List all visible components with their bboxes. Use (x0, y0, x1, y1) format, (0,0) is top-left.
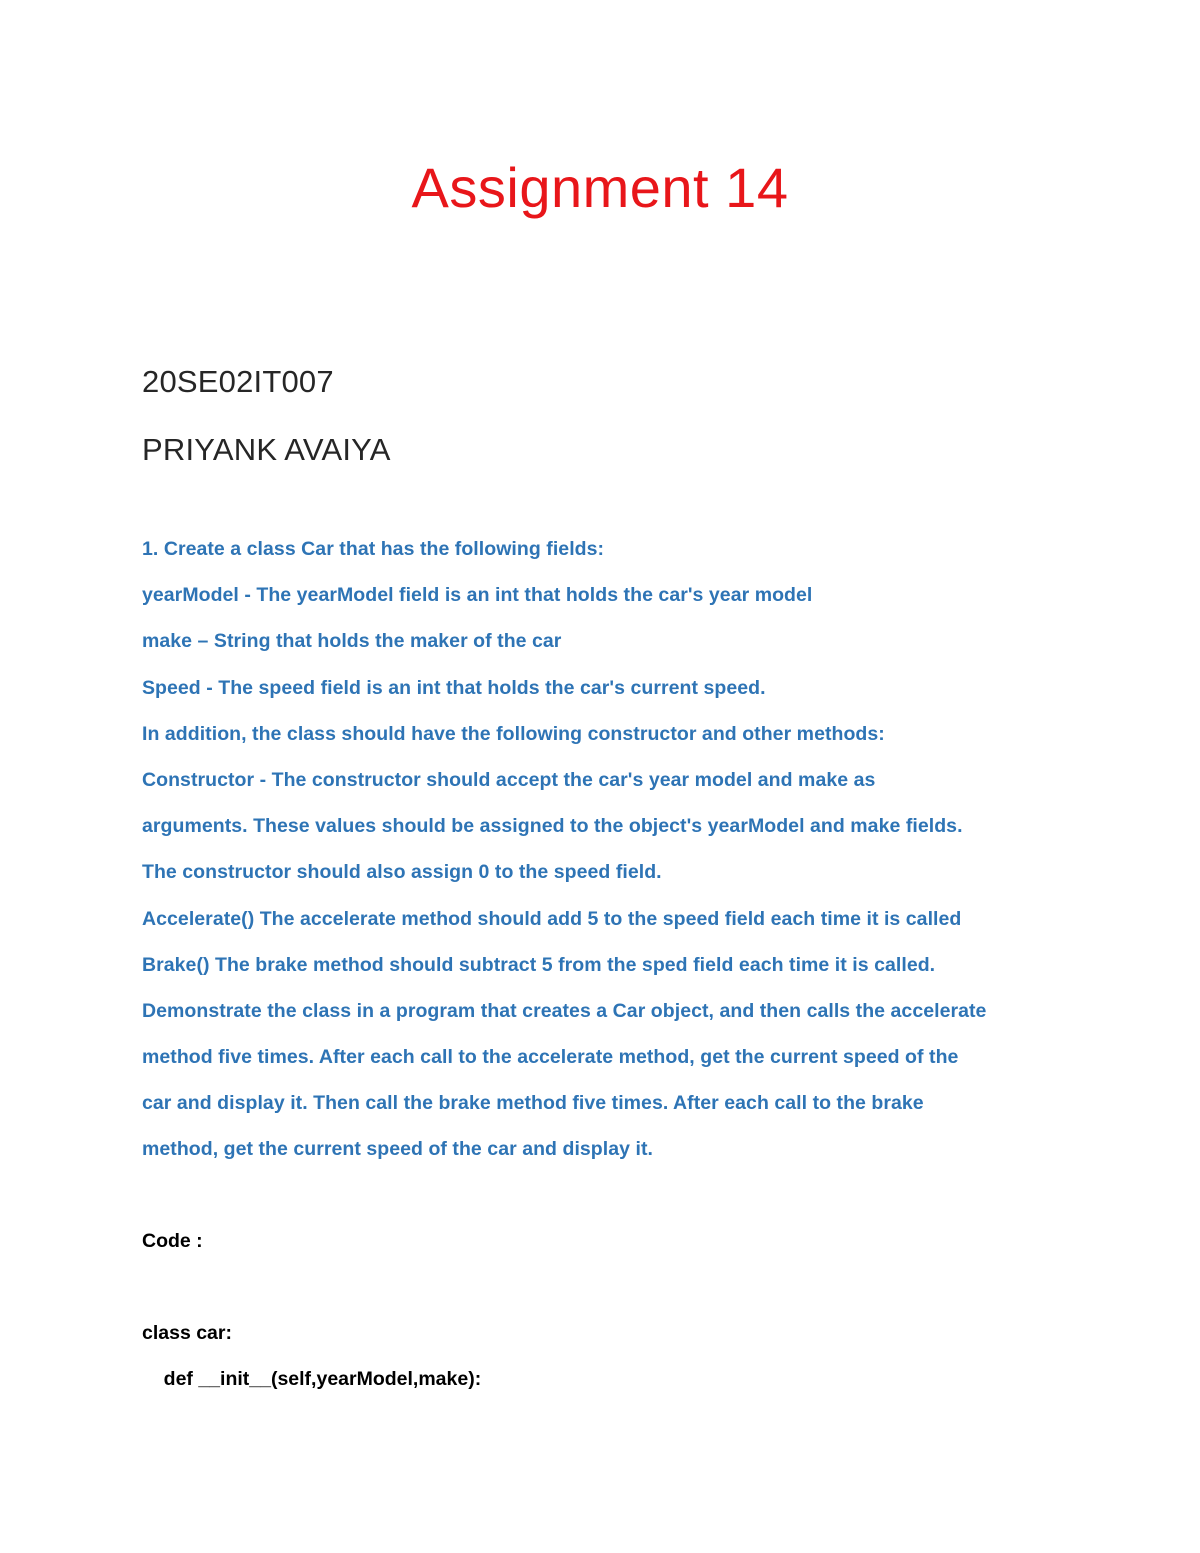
question-line: 1. Create a class Car that has the following fields: (142, 538, 605, 560)
code-block (142, 1317, 481, 1409)
code-label: Code : (142, 1230, 203, 1252)
question-line: Brake() The brake method should subtract 5 from the sped field each time it is called. (142, 953, 936, 976)
question-line: Demonstrate the class in a program that creates a Car object, and then calls the accelerate (142, 999, 987, 1022)
question-line: make – String that holds the maker of the car (142, 630, 562, 653)
student-id: 20SE02IT007 (142, 364, 334, 399)
question-line: method, get the current speed of the car and display it. (142, 1138, 653, 1161)
question-line: The constructor should also assign 0 to the speed field. (142, 861, 662, 884)
code-line: class car: (142, 1322, 232, 1344)
question-line: car and display it. Then call the brake method five times. After each call to the brake (142, 1092, 924, 1115)
question-line: Constructor - The constructor should accept the car's year model and make as (142, 768, 876, 791)
document-title: Assignment 14 (411, 156, 789, 219)
question-line: Speed - The speed field is an int that holds the car's current speed. (142, 676, 766, 699)
question-line: arguments. These values should be assigned to the object's yearModel and make fields. (142, 815, 963, 838)
student-name: PRIYANK AVAIYA (142, 432, 391, 467)
question-line: yearModel - The yearModel field is an int that holds the car's year model (142, 584, 813, 607)
question-text (142, 533, 1142, 1180)
code-line: def __init__(self,yearModel,make): (142, 1368, 482, 1390)
question-line: Accelerate() The accelerate method should add 5 to the speed field each time it is called (142, 907, 962, 930)
question-line: method five times. After each call to the accelerate method, get the current speed of the (142, 1046, 959, 1069)
question-line: In addition, the class should have the following constructor and other methods: (142, 722, 885, 745)
